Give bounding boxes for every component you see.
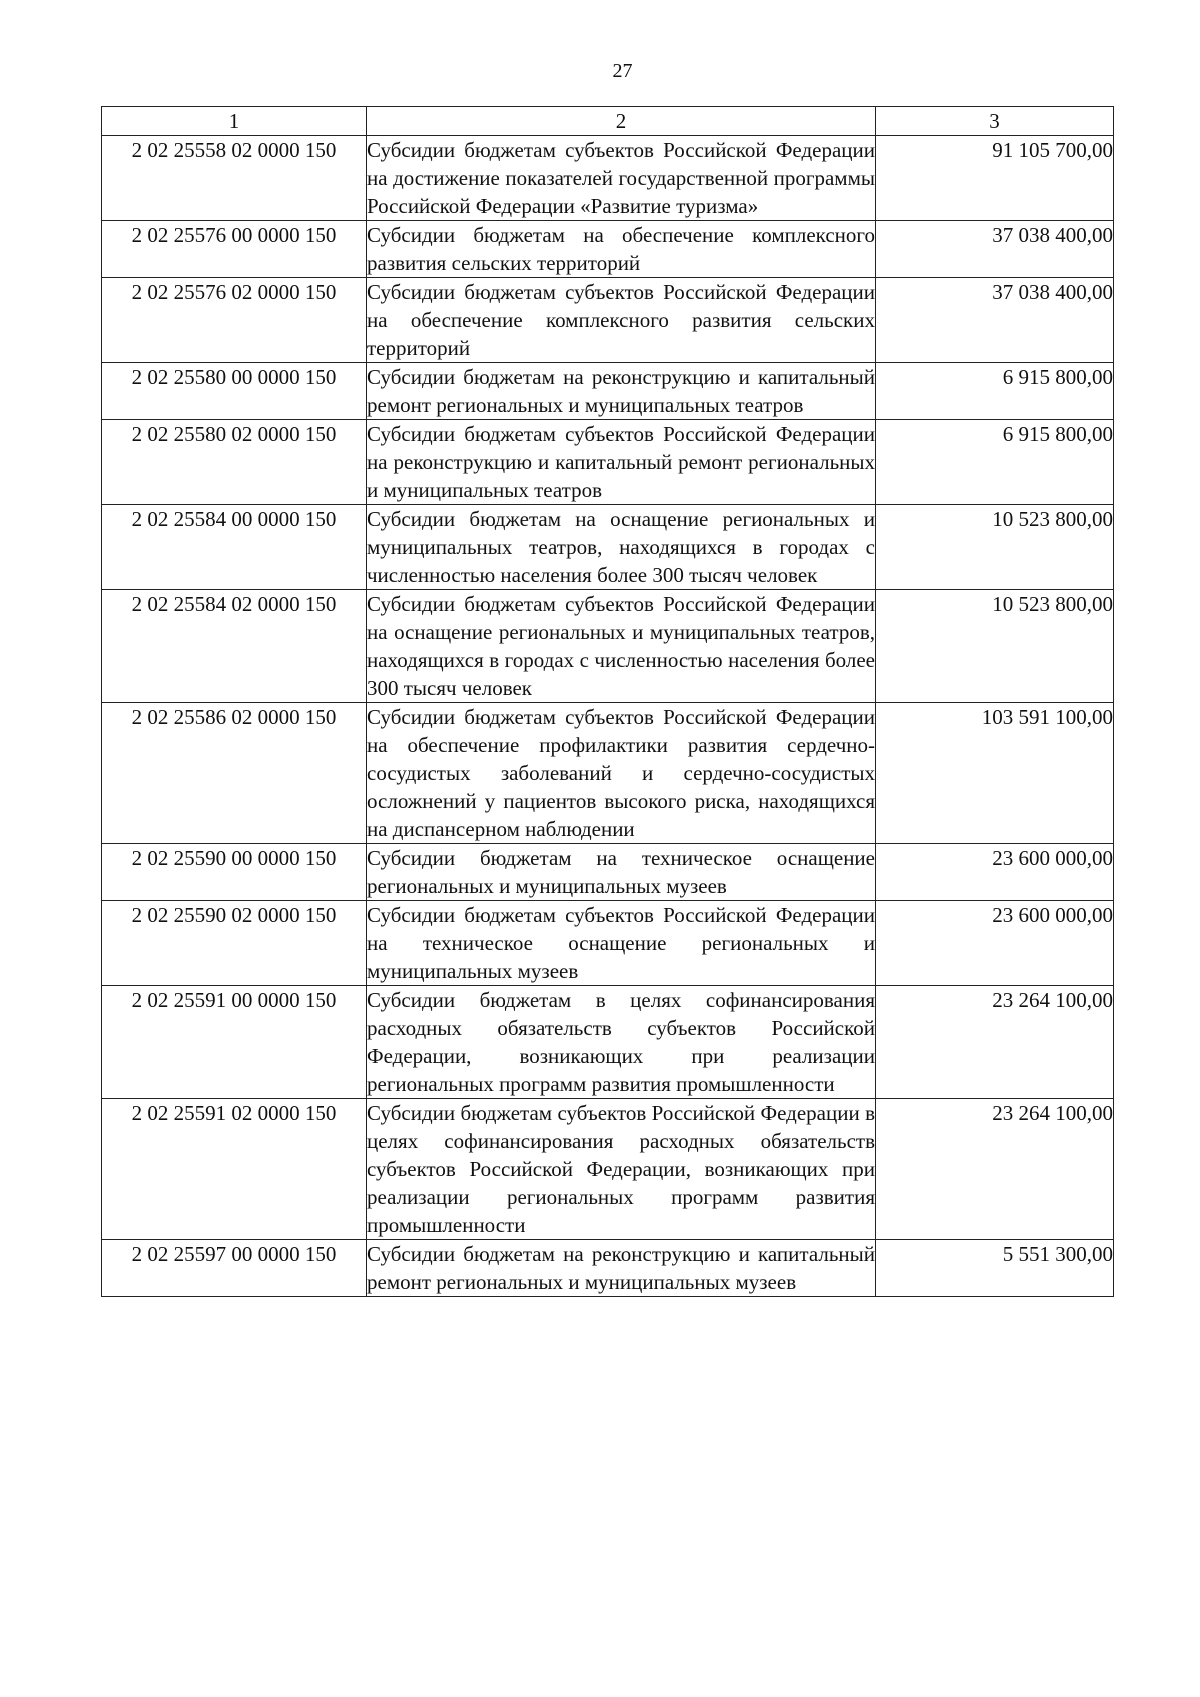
page-number: 27 bbox=[612, 60, 633, 82]
description-cell: Субсидии бюджетам субъектов Российской Федерации на обеспечение профилактики развития сердечно-сосудистых заболеваний и сердечно-сосудистых осложнений у пациентов высокого риска, находящихся на диспансерном наблюдении bbox=[367, 703, 876, 844]
code-cell: 2 02 25580 00 0000 150 bbox=[102, 363, 367, 420]
table-row bbox=[102, 278, 1114, 363]
table-row bbox=[102, 901, 1114, 986]
description-cell: Субсидии бюджетам на обеспечение комплексного развития сельских территорий bbox=[367, 221, 876, 278]
table-body bbox=[102, 136, 1114, 1297]
code-cell: 2 02 25558 02 0000 150 bbox=[102, 136, 367, 221]
table-header bbox=[102, 107, 1114, 136]
code-cell: 2 02 25584 02 0000 150 bbox=[102, 590, 367, 703]
code-cell: 2 02 25597 00 0000 150 bbox=[102, 1240, 367, 1297]
amount-cell: 23 600 000,00 bbox=[876, 901, 1114, 986]
code-cell: 2 02 25590 02 0000 150 bbox=[102, 901, 367, 986]
code-cell: 2 02 25576 00 0000 150 bbox=[102, 221, 367, 278]
amount-cell: 91 105 700,00 bbox=[876, 136, 1114, 221]
budget-table bbox=[101, 106, 1114, 1297]
code-cell: 2 02 25584 00 0000 150 bbox=[102, 505, 367, 590]
description-cell: Субсидии бюджетам субъектов Российской Федерации на достижение показателей государственной программы Российской Федерации «Развитие туризма» bbox=[367, 136, 876, 221]
code-cell: 2 02 25576 02 0000 150 bbox=[102, 278, 367, 363]
header-column-code: 1 bbox=[102, 107, 367, 136]
code-cell: 2 02 25580 02 0000 150 bbox=[102, 420, 367, 505]
description-cell: Субсидии бюджетам субъектов Российской Федерации на реконструкцию и капитальный ремонт региональных и муниципальных театров bbox=[367, 420, 876, 505]
amount-cell: 5 551 300,00 bbox=[876, 1240, 1114, 1297]
header-row bbox=[102, 107, 1114, 136]
description-cell: Субсидии бюджетам на реконструкцию и капитальный ремонт региональных и муниципальных музеев bbox=[367, 1240, 876, 1297]
amount-cell: 37 038 400,00 bbox=[876, 278, 1114, 363]
description-cell: Субсидии бюджетам субъектов Российской Федерации в целях софинансирования расходных обязательств субъектов Российской Федерации, возникающих при реализации региональных программ развития промышленности bbox=[367, 1099, 876, 1240]
description-cell: Субсидии бюджетам на реконструкцию и капитальный ремонт региональных и муниципальных театров bbox=[367, 363, 876, 420]
description-cell: Субсидии бюджетам субъектов Российской Федерации на техническое оснащение региональных и муниципальных музеев bbox=[367, 901, 876, 986]
description-cell: Субсидии бюджетам субъектов Российской Федерации на оснащение региональных и муниципальных театров, находящихся в городах с численностью населения более 300 тысяч человек bbox=[367, 590, 876, 703]
amount-cell: 37 038 400,00 bbox=[876, 221, 1114, 278]
header-column-amount: 3 bbox=[876, 107, 1114, 136]
table-row bbox=[102, 703, 1114, 844]
amount-cell: 6 915 800,00 bbox=[876, 363, 1114, 420]
code-cell: 2 02 25591 02 0000 150 bbox=[102, 1099, 367, 1240]
amount-cell: 10 523 800,00 bbox=[876, 590, 1114, 703]
amount-cell: 23 264 100,00 bbox=[876, 1099, 1114, 1240]
table-row bbox=[102, 505, 1114, 590]
description-cell: Субсидии бюджетам на техническое оснащение региональных и муниципальных музеев bbox=[367, 844, 876, 901]
table-row bbox=[102, 221, 1114, 278]
amount-cell: 23 264 100,00 bbox=[876, 986, 1114, 1099]
table-row bbox=[102, 986, 1114, 1099]
amount-cell: 103 591 100,00 bbox=[876, 703, 1114, 844]
description-cell: Субсидии бюджетам в целях софинансирования расходных обязательств субъектов Российской Федерации, возникающих при реализации региональных программ развития промышленности bbox=[367, 986, 876, 1099]
amount-cell: 23 600 000,00 bbox=[876, 844, 1114, 901]
table-row bbox=[102, 363, 1114, 420]
amount-cell: 10 523 800,00 bbox=[876, 505, 1114, 590]
table-row bbox=[102, 590, 1114, 703]
table-row bbox=[102, 1240, 1114, 1297]
description-cell: Субсидии бюджетам на оснащение региональных и муниципальных театров, находящихся в городах с численностью населения более 300 тысяч человек bbox=[367, 505, 876, 590]
table-row bbox=[102, 1099, 1114, 1240]
table-row bbox=[102, 420, 1114, 505]
code-cell: 2 02 25590 00 0000 150 bbox=[102, 844, 367, 901]
table-row bbox=[102, 844, 1114, 901]
code-cell: 2 02 25591 00 0000 150 bbox=[102, 986, 367, 1099]
table-row bbox=[102, 136, 1114, 221]
header-column-description: 2 bbox=[367, 107, 876, 136]
amount-cell: 6 915 800,00 bbox=[876, 420, 1114, 505]
code-cell: 2 02 25586 02 0000 150 bbox=[102, 703, 367, 844]
description-cell: Субсидии бюджетам субъектов Российской Федерации на обеспечение комплексного развития сельских территорий bbox=[367, 278, 876, 363]
